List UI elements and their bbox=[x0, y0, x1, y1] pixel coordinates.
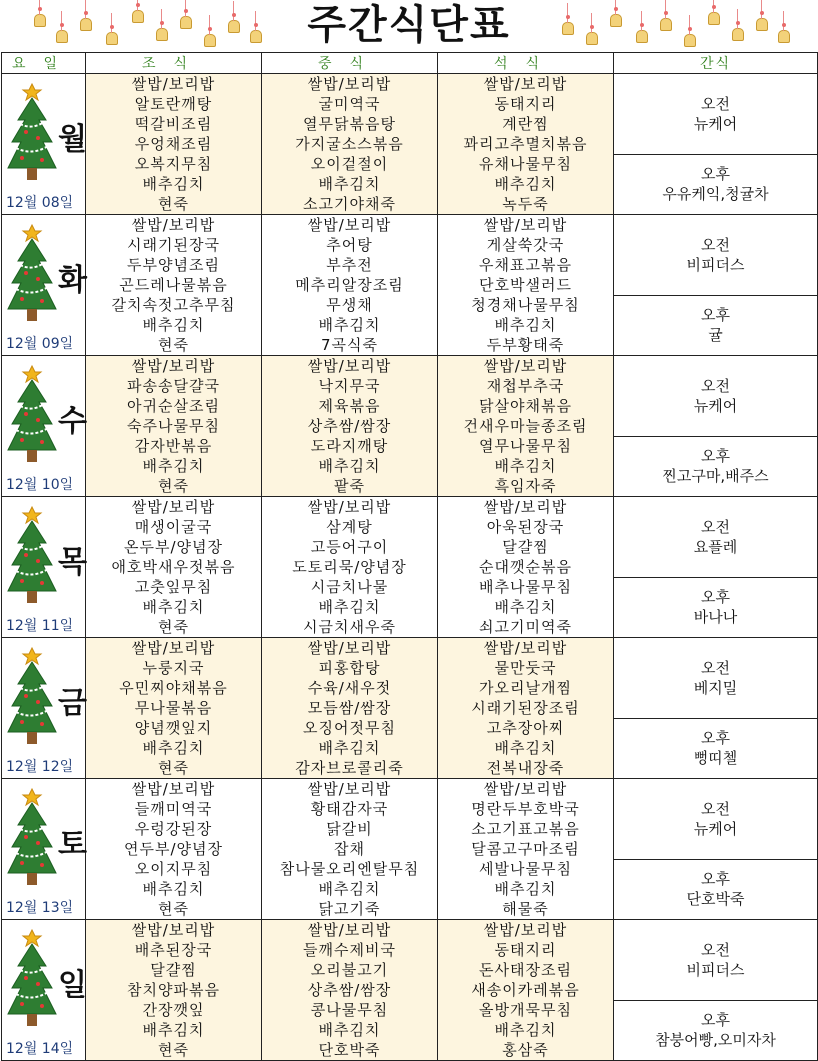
menu-item: 시금치새우죽 bbox=[303, 618, 396, 636]
menu-item: 황태감자국 bbox=[310, 800, 389, 818]
menu-item: 쌀밥/보리밥 bbox=[307, 921, 392, 939]
breakfast-cell bbox=[86, 920, 262, 1061]
menu-item: 닭갈비 bbox=[326, 820, 373, 838]
header-row bbox=[2, 53, 818, 74]
christmas-tree-icon bbox=[6, 503, 58, 611]
menu-item: 감자반볶음 bbox=[134, 437, 213, 455]
menu-item: 소고기표고볶음 bbox=[471, 820, 580, 838]
menu-item: 애호박새우젓볶음 bbox=[111, 558, 236, 576]
christmas-tree-icon bbox=[6, 785, 58, 893]
menu-item: 물만둣국 bbox=[494, 659, 557, 677]
dinner-cell bbox=[438, 356, 614, 497]
menu-item: 현죽 bbox=[158, 759, 189, 777]
menu-item: 열무나물무침 bbox=[479, 437, 572, 455]
menu-item: 현죽 bbox=[158, 336, 189, 354]
lunch-cell bbox=[262, 356, 438, 497]
snack-pm-cell bbox=[614, 577, 818, 637]
menu-item: 소고기야채죽 bbox=[303, 195, 396, 213]
menu-item: 삼계탕 bbox=[326, 518, 373, 536]
snack-pm-label: 오후 bbox=[701, 165, 730, 184]
menu-item: 무생채 bbox=[326, 296, 373, 314]
snack-pm-label: 오후 bbox=[701, 1011, 730, 1030]
lunch-cell bbox=[262, 779, 438, 920]
snack-am-label: 오전 bbox=[701, 376, 730, 395]
menu-item: 가지굴소스볶음 bbox=[295, 135, 404, 153]
menu-item: 쌀밥/보리밥 bbox=[131, 639, 216, 657]
snack-pm-item: 우유케익,청귤차 bbox=[662, 185, 769, 204]
menu-item: 고춧잎무침 bbox=[134, 578, 213, 596]
menu-item: 도라지깨탕 bbox=[310, 437, 389, 455]
snack-pm-label: 오후 bbox=[701, 306, 730, 325]
day-row-top bbox=[2, 215, 818, 296]
menu-item: 쌀밥/보리밥 bbox=[483, 639, 568, 657]
menu-item: 배추김치 bbox=[318, 598, 381, 616]
menu-item: 녹두죽 bbox=[502, 195, 549, 213]
day-date: 12월 13일 bbox=[6, 900, 74, 916]
menu-item: 상추쌈/쌈장 bbox=[307, 417, 392, 435]
menu-item: 현죽 bbox=[158, 1041, 189, 1059]
day-date: 12월 09일 bbox=[6, 336, 74, 352]
menu-item: 배추나물무침 bbox=[479, 578, 572, 596]
day-cell bbox=[2, 74, 86, 215]
menu-item: 배추김치 bbox=[318, 739, 381, 757]
snack-am-cell bbox=[614, 497, 818, 578]
snack-pm-label: 오후 bbox=[701, 447, 730, 466]
breakfast-cell bbox=[86, 497, 262, 638]
menu-item: 쌀밥/보리밥 bbox=[483, 921, 568, 939]
menu-item: 배추김치 bbox=[494, 316, 557, 334]
menu-item: 고추장아찌 bbox=[486, 719, 565, 737]
menu-item: 쌀밥/보리밥 bbox=[483, 498, 568, 516]
menu-item: 누룽지국 bbox=[142, 659, 205, 677]
day-name: 토 bbox=[58, 827, 87, 862]
christmas-tree-icon bbox=[6, 926, 58, 1034]
menu-item: 오징어젓무침 bbox=[303, 719, 396, 737]
menu-item: 모듬쌈/쌈장 bbox=[307, 699, 392, 717]
menu-item: 파송송달걀국 bbox=[127, 377, 220, 395]
menu-item: 7곡식죽 bbox=[320, 336, 378, 354]
menu-item: 오이지무침 bbox=[134, 860, 213, 878]
day-name: 월 bbox=[58, 122, 87, 157]
menu-item: 달콤고구마조림 bbox=[471, 840, 580, 858]
menu-item: 알토란깨탕 bbox=[134, 95, 213, 113]
day-cell bbox=[2, 497, 86, 638]
snack-pm-cell bbox=[614, 436, 818, 496]
menu-item: 쌀밥/보리밥 bbox=[131, 498, 216, 516]
day-header: 요일 bbox=[2, 53, 86, 74]
menu-item: 쌀밥/보리밥 bbox=[483, 357, 568, 375]
menu-item: 재첩부추국 bbox=[486, 377, 565, 395]
snack-am-cell bbox=[614, 74, 818, 155]
breakfast-cell bbox=[86, 356, 262, 497]
lunch-cell bbox=[262, 638, 438, 779]
snack-pm-cell bbox=[614, 859, 818, 919]
menu-item: 두부양념조림 bbox=[127, 256, 220, 274]
day-name: 화 bbox=[58, 263, 87, 298]
snack-am-label: 오전 bbox=[701, 940, 730, 959]
menu-item: 시래기된장조림 bbox=[471, 699, 580, 717]
lunch-cell bbox=[262, 920, 438, 1061]
menu-item: 현죽 bbox=[158, 618, 189, 636]
snack-pm-item: 바나나 bbox=[693, 608, 738, 627]
menu-item: 수육/새우젓 bbox=[307, 679, 392, 697]
menu-item: 배추김치 bbox=[494, 457, 557, 475]
christmas-tree-icon bbox=[6, 644, 58, 752]
menu-item: 온두부/양념장 bbox=[124, 538, 223, 556]
menu-item: 현죽 bbox=[158, 477, 189, 495]
menu-item: 배추된장국 bbox=[134, 941, 213, 959]
menu-item: 참나물오리엔탈무침 bbox=[279, 860, 420, 878]
menu-item: 배추김치 bbox=[142, 175, 205, 193]
menu-item: 쌀밥/보리밥 bbox=[307, 780, 392, 798]
breakfast-cell bbox=[86, 74, 262, 215]
menu-item: 아욱된장국 bbox=[486, 518, 565, 536]
snack-am-item: 비피더스 bbox=[686, 960, 745, 979]
snack-am-item: 베지밀 bbox=[693, 678, 738, 697]
menu-item: 고등어구이 bbox=[310, 538, 389, 556]
menu-item: 쌀밥/보리밥 bbox=[307, 75, 392, 93]
menu-item: 쌀밥/보리밥 bbox=[131, 780, 216, 798]
menu-item: 양념깻잎지 bbox=[134, 719, 213, 737]
snack-am-label: 오전 bbox=[701, 658, 730, 677]
lunch-cell bbox=[262, 215, 438, 356]
menu-item: 낙지무국 bbox=[318, 377, 381, 395]
breakfast-cell bbox=[86, 215, 262, 356]
dinner-header: 석식 bbox=[438, 53, 614, 74]
menu-item: 꽈리고추멸치볶음 bbox=[463, 135, 588, 153]
menu-item: 현죽 bbox=[158, 195, 189, 213]
menu-item: 간장깻잎 bbox=[142, 1001, 205, 1019]
menu-item: 쌀밥/보리밥 bbox=[307, 357, 392, 375]
snack-pm-cell bbox=[614, 154, 818, 214]
menu-item: 팥죽 bbox=[334, 477, 365, 495]
snack-am-cell bbox=[614, 920, 818, 1001]
dinner-cell bbox=[438, 920, 614, 1061]
day-row-top bbox=[2, 74, 818, 155]
menu-item: 쌀밥/보리밥 bbox=[131, 921, 216, 939]
menu-item: 홍삼죽 bbox=[502, 1041, 549, 1059]
menu-item: 쌀밥/보리밥 bbox=[483, 216, 568, 234]
day-cell bbox=[2, 779, 86, 920]
menu-item: 잡채 bbox=[334, 840, 365, 858]
day-date: 12월 08일 bbox=[6, 195, 74, 211]
menu-item: 쌀밥/보리밥 bbox=[131, 75, 216, 93]
menu-item: 도토리묵/양념장 bbox=[292, 558, 407, 576]
snack-pm-cell bbox=[614, 718, 818, 778]
menu-item: 닭고기죽 bbox=[318, 900, 381, 918]
snack-pm-item: 찐고구마,배주스 bbox=[662, 467, 769, 486]
snack-pm-cell bbox=[614, 1000, 818, 1060]
menu-item: 배추김치 bbox=[142, 880, 205, 898]
menu-item: 배추김치 bbox=[142, 316, 205, 334]
day-name: 수 bbox=[58, 404, 87, 439]
menu-item: 단호박샐러드 bbox=[479, 276, 572, 294]
day-name: 금 bbox=[58, 686, 87, 721]
snack-pm-item: 뻥띠첼 bbox=[693, 749, 738, 768]
menu-item: 올방개묵무침 bbox=[479, 1001, 572, 1019]
day-cell bbox=[2, 920, 86, 1061]
day-date: 12월 11일 bbox=[6, 618, 74, 634]
snack-am-item: 뉴케어 bbox=[693, 819, 738, 838]
menu-item: 배추김치 bbox=[318, 1021, 381, 1039]
snack-pm-item: 단호박죽 bbox=[686, 890, 745, 909]
menu-item: 떡갈비조림 bbox=[134, 115, 213, 133]
christmas-tree-icon bbox=[6, 221, 58, 329]
menu-item: 배추김치 bbox=[318, 175, 381, 193]
snack-am-cell bbox=[614, 356, 818, 437]
snack-am-item: 뉴케어 bbox=[693, 114, 738, 133]
menu-item: 배추김치 bbox=[142, 739, 205, 757]
day-cell bbox=[2, 215, 86, 356]
snack-am-item: 비피더스 bbox=[686, 255, 745, 274]
dinner-cell bbox=[438, 74, 614, 215]
menu-item: 전복내장죽 bbox=[486, 759, 565, 777]
menu-item: 숙주나물무침 bbox=[127, 417, 220, 435]
day-name: 목 bbox=[58, 545, 87, 580]
christmas-tree-icon bbox=[6, 80, 58, 188]
menu-item: 흑임자죽 bbox=[494, 477, 557, 495]
snack-pm-cell bbox=[614, 295, 818, 355]
dinner-cell bbox=[438, 779, 614, 920]
snack-pm-label: 오후 bbox=[701, 870, 730, 889]
day-date: 12월 12일 bbox=[6, 759, 74, 775]
menu-item: 단호박죽 bbox=[318, 1041, 381, 1059]
menu-item: 배추김치 bbox=[142, 598, 205, 616]
snack-am-cell bbox=[614, 779, 818, 860]
day-date: 12월 14일 bbox=[6, 1041, 74, 1057]
christmas-tree-icon bbox=[6, 362, 58, 470]
menu-item: 쌀밥/보리밥 bbox=[307, 216, 392, 234]
menu-item: 계란찜 bbox=[502, 115, 549, 133]
breakfast-cell bbox=[86, 638, 262, 779]
menu-item: 콩나물무침 bbox=[310, 1001, 389, 1019]
weekly-menu-table bbox=[1, 52, 818, 1061]
snack-am-label: 오전 bbox=[701, 94, 730, 113]
menu-item: 메추리알장조림 bbox=[295, 276, 404, 294]
snack-pm-label: 오후 bbox=[701, 729, 730, 748]
menu-item: 배추김치 bbox=[494, 739, 557, 757]
menu-item: 돈사태장조림 bbox=[479, 961, 572, 979]
menu-item: 게살쑥갓국 bbox=[486, 236, 565, 254]
menu-item: 쌀밥/보리밥 bbox=[131, 216, 216, 234]
snack-am-label: 오전 bbox=[701, 517, 730, 536]
breakfast-header: 조식 bbox=[86, 53, 262, 74]
day-name: 일 bbox=[58, 968, 87, 1003]
menu-item: 시래기된장국 bbox=[127, 236, 220, 254]
menu-item: 달걀찜 bbox=[150, 961, 197, 979]
day-row-top bbox=[2, 920, 818, 1001]
lunch-header: 중식 bbox=[262, 53, 438, 74]
day-row-top bbox=[2, 638, 818, 719]
menu-item: 제육볶음 bbox=[318, 397, 381, 415]
menu-item: 연두부/양념장 bbox=[124, 840, 223, 858]
menu-item: 배추김치 bbox=[318, 316, 381, 334]
menu-item: 곤드레나물볶음 bbox=[119, 276, 228, 294]
menu-item: 새송이카레볶음 bbox=[471, 981, 580, 999]
menu-item: 피홍합탕 bbox=[318, 659, 381, 677]
snack-am-item: 요플레 bbox=[693, 537, 738, 556]
menu-item: 무나물볶음 bbox=[134, 699, 213, 717]
menu-item: 갈치속젓고추무침 bbox=[111, 296, 236, 314]
snack-pm-item: 귤 bbox=[708, 326, 723, 345]
menu-item: 배추김치 bbox=[318, 880, 381, 898]
menu-item: 건새우마늘종조림 bbox=[463, 417, 588, 435]
snack-am-label: 오전 bbox=[701, 799, 730, 818]
menu-item: 감자브로콜리죽 bbox=[295, 759, 404, 777]
menu-item: 쌀밥/보리밥 bbox=[483, 780, 568, 798]
day-row-top bbox=[2, 779, 818, 860]
menu-item: 우민찌야채볶음 bbox=[119, 679, 228, 697]
menu-item: 아귀순살조림 bbox=[127, 397, 220, 415]
snack-header: 간식 bbox=[614, 53, 818, 74]
menu-item: 오이겉절이 bbox=[310, 155, 389, 173]
menu-item: 우엉채조림 bbox=[134, 135, 213, 153]
dinner-cell bbox=[438, 497, 614, 638]
menu-item: 쌀밥/보리밥 bbox=[307, 498, 392, 516]
snack-am-item: 뉴케어 bbox=[693, 396, 738, 415]
menu-item: 해물죽 bbox=[502, 900, 549, 918]
day-date: 12월 10일 bbox=[6, 477, 74, 493]
lunch-cell bbox=[262, 74, 438, 215]
day-row-top bbox=[2, 356, 818, 437]
menu-item: 배추김치 bbox=[142, 1021, 205, 1039]
page-title: 주간식단표 bbox=[307, 2, 511, 48]
day-row-top bbox=[2, 497, 818, 578]
menu-item: 동태지리 bbox=[494, 95, 557, 113]
menu-item: 배추김치 bbox=[494, 1021, 557, 1039]
menu-item: 들깨미역국 bbox=[134, 800, 213, 818]
menu-item: 가오리날개찜 bbox=[479, 679, 572, 697]
day-cell bbox=[2, 356, 86, 497]
menu-item: 달걀찜 bbox=[502, 538, 549, 556]
menu-item: 추어탕 bbox=[326, 236, 373, 254]
snack-pm-item: 참붕어빵,오미자차 bbox=[655, 1031, 776, 1050]
menu-item: 배추김치 bbox=[494, 598, 557, 616]
menu-item: 쇠고기미역죽 bbox=[479, 618, 572, 636]
menu-item: 두부황태죽 bbox=[486, 336, 565, 354]
menu-item: 닭살야채볶음 bbox=[479, 397, 572, 415]
menu-item: 청경채나물무침 bbox=[471, 296, 580, 314]
menu-item: 배추김치 bbox=[494, 175, 557, 193]
menu-item: 쌀밥/보리밥 bbox=[483, 75, 568, 93]
menu-item: 부추전 bbox=[326, 256, 373, 274]
menu-item: 참치양파볶음 bbox=[127, 981, 220, 999]
menu-item: 쌀밥/보리밥 bbox=[307, 639, 392, 657]
menu-item: 쌀밥/보리밥 bbox=[131, 357, 216, 375]
menu-item: 순대깻순볶음 bbox=[479, 558, 572, 576]
snack-am-cell bbox=[614, 638, 818, 719]
menu-item: 동태지리 bbox=[494, 941, 557, 959]
menu-item: 명란두부호박국 bbox=[471, 800, 580, 818]
menu-item: 현죽 bbox=[158, 900, 189, 918]
menu-item: 들깨수제비국 bbox=[303, 941, 396, 959]
menu-item: 굴미역국 bbox=[318, 95, 381, 113]
menu-item: 배추김치 bbox=[494, 880, 557, 898]
dinner-cell bbox=[438, 638, 614, 779]
dinner-cell bbox=[438, 215, 614, 356]
header bbox=[0, 0, 818, 52]
menu-item: 매생이굴국 bbox=[134, 518, 213, 536]
lunch-cell bbox=[262, 497, 438, 638]
snack-am-cell bbox=[614, 215, 818, 296]
menu-item: 상추쌈/쌈장 bbox=[307, 981, 392, 999]
menu-item: 배추김치 bbox=[142, 457, 205, 475]
snack-am-label: 오전 bbox=[701, 235, 730, 254]
menu-item: 오복지무침 bbox=[134, 155, 213, 173]
menu-item: 세발나물무침 bbox=[479, 860, 572, 878]
menu-item: 오리불고기 bbox=[310, 961, 389, 979]
menu-item: 시금치나물 bbox=[310, 578, 389, 596]
menu-item: 우채표고볶음 bbox=[479, 256, 572, 274]
menu-item: 열무닭볶음탕 bbox=[303, 115, 396, 133]
snack-pm-label: 오후 bbox=[701, 588, 730, 607]
breakfast-cell bbox=[86, 779, 262, 920]
menu-item: 배추김치 bbox=[318, 457, 381, 475]
menu-item: 우렁강된장 bbox=[134, 820, 213, 838]
day-cell bbox=[2, 638, 86, 779]
menu-item: 유채나물무침 bbox=[479, 155, 572, 173]
